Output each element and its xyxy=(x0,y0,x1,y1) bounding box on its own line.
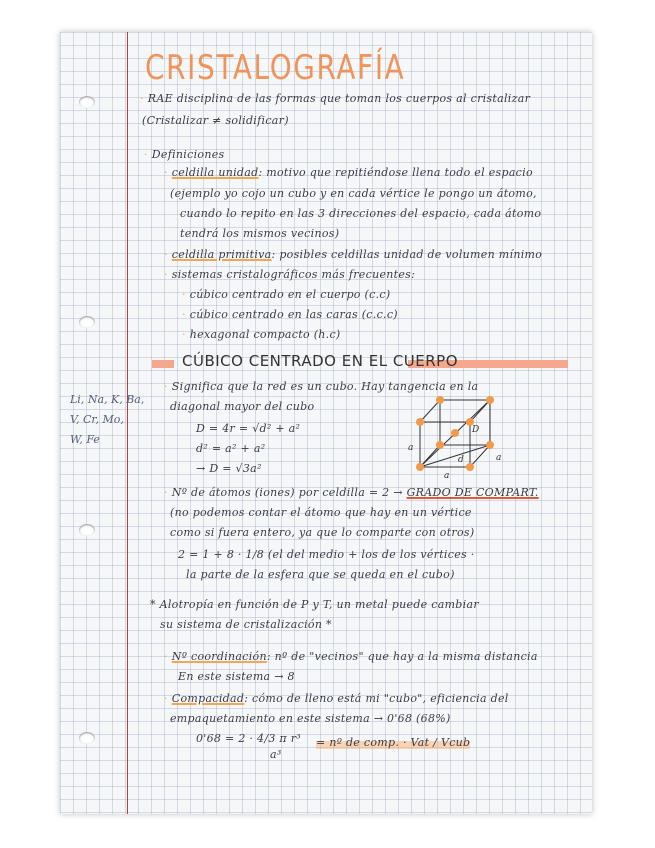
sistema-item: · hexagonal compacto (h.c) xyxy=(182,328,341,341)
formula-D-result: → D = √3a² xyxy=(196,462,262,475)
ccc-line-1: · Significa que la red es un cubo. Hay tangencia en la xyxy=(164,380,479,393)
nota-line-3: 2 = 1 + 8 · 1/8 (el del medio + los de los vértices · xyxy=(178,548,475,561)
cube-label-a: a xyxy=(408,443,414,453)
def-sistemas: · sistemas cristalográficos más frecuentes: xyxy=(164,268,416,281)
notebook-page xyxy=(60,32,592,814)
corner-atom xyxy=(416,463,424,471)
compacidad-formula-denominator: a³ xyxy=(270,748,282,761)
sistema-item: · cúbico centrado en las caras (c.c.c) xyxy=(182,308,398,321)
nota-line-2: como si fuera entero, ya que lo comparte con otros) xyxy=(170,526,475,539)
corner-atom xyxy=(486,441,494,449)
corner-atom xyxy=(486,396,494,404)
compacidad-value: empaquetamiento en este sistema → 0'68 (68%) xyxy=(170,712,451,725)
cube-label-d: d xyxy=(458,455,464,465)
definiciones-heading: · Definiciones xyxy=(144,148,225,161)
cube-label-a: a xyxy=(444,471,450,481)
page-title: CRISTALOGRAFÍA xyxy=(145,48,406,88)
punch-hole xyxy=(79,524,95,536)
def-celdilla-primitiva: · celdilla primitiva: posibles celdillas unidad de volumen mínimo xyxy=(164,248,543,261)
compacidad-formula-right: = nº de comp. · Vat / Vcub xyxy=(316,736,471,749)
section-bar-left xyxy=(152,360,174,368)
alotropia-line-2: su sistema de cristalización * xyxy=(160,618,332,631)
section-header xyxy=(152,352,568,372)
def-celdilla-unidad: · celdilla unidad: motivo que repitiéndose llena todo el espacio xyxy=(164,166,533,179)
element-list xyxy=(70,390,144,450)
punch-hole xyxy=(79,316,95,328)
corner-atom xyxy=(466,463,474,471)
n-atomos-line: · Nº de átomos (iones) por celdilla = 2 → GRADO DE COMPART. xyxy=(164,486,539,499)
corner-atom xyxy=(416,418,424,426)
cube-label-a: a xyxy=(496,453,502,463)
def-cu-line-3: cuando lo repito en las 3 direcciones del espacio, cada átomo xyxy=(180,207,542,220)
intro-line-1: · RAE disciplina de las formas que toman los cuerpos al cristalizar xyxy=(140,92,531,105)
formula-D: D = 4r = √d² + a² xyxy=(196,422,301,435)
intro-line-2: (Cristalizar ≠ solidificar) xyxy=(142,114,289,127)
punch-hole xyxy=(79,732,95,744)
sistema-item: · cúbico centrado en el cuerpo (c.c) xyxy=(182,288,391,301)
def-cu-line-4: tendrá los mismos vecinos) xyxy=(180,227,340,240)
coordinacion-value: En este sistema → 8 xyxy=(178,670,295,683)
def-cu-line-2: (ejemplo yo cojo un cubo y en cada vértice le pongo un átomo, xyxy=(170,187,537,200)
punch-hole xyxy=(79,96,95,108)
ccc-line-2: diagonal mayor del cubo xyxy=(170,400,315,413)
corner-atom xyxy=(436,441,444,449)
section-title: CÚBICO CENTRADO EN EL CUERPO xyxy=(182,352,459,370)
formula-d: d² = a² + a² xyxy=(196,442,266,455)
alotropia-line-1: * Alotropía en función de P y T, un metal puede cambiar xyxy=(150,598,479,611)
element-list-line: W, Fe xyxy=(70,433,100,446)
cube-label-D: D xyxy=(472,425,480,435)
bcc-cube-diagram xyxy=(400,392,520,482)
center-atom xyxy=(451,429,459,437)
corner-atom xyxy=(436,396,444,404)
nota-line-1: (no podemos contar el átomo que hay en un vértice xyxy=(170,506,472,519)
coordinacion-line: · Nº coordinación: nº de "vecinos" que hay a la misma distancia xyxy=(164,650,538,663)
nota-line-4: la parte de la esfera que se queda en el cubo) xyxy=(186,568,455,581)
compacidad-line: · Compacidad: cómo de lleno está mi "cubo", eficiencia del xyxy=(164,692,509,705)
element-list-line: Li, Na, K, Ba, xyxy=(70,393,145,406)
compacidad-formula-left: 0'68 = 2 · 4/3 π r³ xyxy=(196,732,302,745)
element-list-line: V, Cr, Mo, xyxy=(70,413,124,426)
